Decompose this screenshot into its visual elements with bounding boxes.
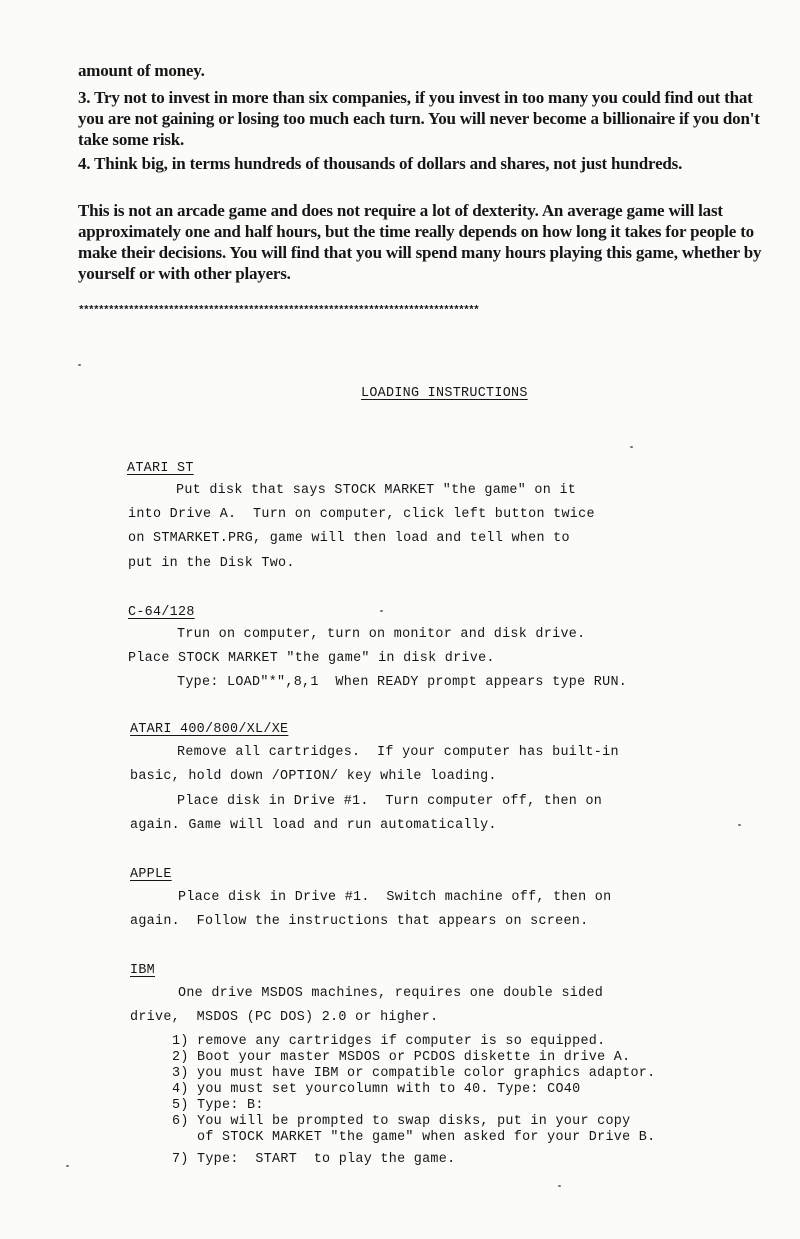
c64-line: Type: LOAD"*",8,1 When READY prompt appears type RUN. [177, 675, 628, 690]
ibm-heading: IBM [130, 963, 156, 978]
apple-heading: APPLE [130, 867, 172, 882]
scan-speck [630, 446, 633, 448]
atari-400-line: Remove all cartridges. If your computer has built-in [177, 745, 619, 760]
scan-speck [738, 824, 741, 826]
c64-heading: C-64/128 [128, 605, 195, 620]
c64-line: Place STOCK MARKET "the game" in disk drive. [128, 651, 495, 666]
ibm-step: 3) you must have IBM or compatible color graphics adaptor. [172, 1066, 656, 1081]
c64-line: Trun on computer, turn on monitor and disk drive. [177, 627, 586, 642]
scan-speck [380, 610, 383, 612]
atari-st-line: put in the Disk Two. [128, 556, 295, 571]
ibm-step: of STOCK MARKET "the game" when asked for your Drive B. [172, 1130, 656, 1145]
scan-speck [558, 1185, 561, 1187]
ibm-step: 1) remove any cartridges if computer is so equipped. [172, 1034, 606, 1049]
atari-400-line: again. Game will load and run automatically. [130, 818, 497, 833]
atari-st-line: into Drive A. Turn on computer, click left button twice [128, 507, 595, 522]
ibm-step: 5) Type: B: [172, 1098, 264, 1113]
ibm-step: 6) You will be prompted to swap disks, put in your copy [172, 1114, 631, 1129]
tip-3: 3. Try not to invest in more than six companies, if you invest in too many you could find out that you are not gaining or losing too much each turn. You will never become a billionaire if you don't take some risk. [78, 88, 760, 149]
tip-4: 4. Think big, in terms hundreds of thousands of dollars and shares, not just hundreds. [78, 154, 683, 173]
ibm-step: 2) Boot your master MSDOS or PCDOS diskette in drive A. [172, 1050, 631, 1065]
ibm-line: drive, MSDOS (PC DOS) 2.0 or higher. [130, 1010, 439, 1025]
loading-title: LOADING INSTRUCTIONS [361, 386, 528, 401]
atari-400-heading: ATARI 400/800/XL/XE [130, 722, 289, 737]
atari-400-line: basic, hold down /OPTION/ key while loading. [130, 769, 497, 784]
asterisk-divider: ******************************************************************************** [78, 305, 479, 317]
apple-line: Place disk in Drive #1. Switch machine off, then on [178, 890, 612, 905]
scan-speck [78, 364, 81, 366]
ibm-step: 7) Type: START to play the game. [172, 1152, 456, 1167]
atari-st-line: on STMARKET.PRG, game will then load and tell when to [128, 531, 570, 546]
atari-st-line: Put disk that says STOCK MARKET "the game" on it [176, 483, 577, 498]
atari-st-heading: ATARI ST [127, 461, 194, 476]
ibm-line: One drive MSDOS machines, requires one double sided [178, 986, 604, 1001]
apple-line: again. Follow the instructions that appears on screen. [130, 914, 589, 929]
scan-speck [66, 1165, 69, 1167]
intro-text: amount of money. [78, 61, 205, 80]
atari-400-line: Place disk in Drive #1. Turn computer off, then on [177, 794, 603, 809]
ibm-step: 4) you must set yourcolumn with to 40. Type: CO40 [172, 1082, 581, 1097]
game-description: This is not an arcade game and does not require a lot of dexterity. An average game will last approximately one and half hours, but the time really depends on how long it takes for people to make their decisions. You will find that you will spend many hours playing this game, whether by yourself or with other players. [78, 201, 762, 283]
